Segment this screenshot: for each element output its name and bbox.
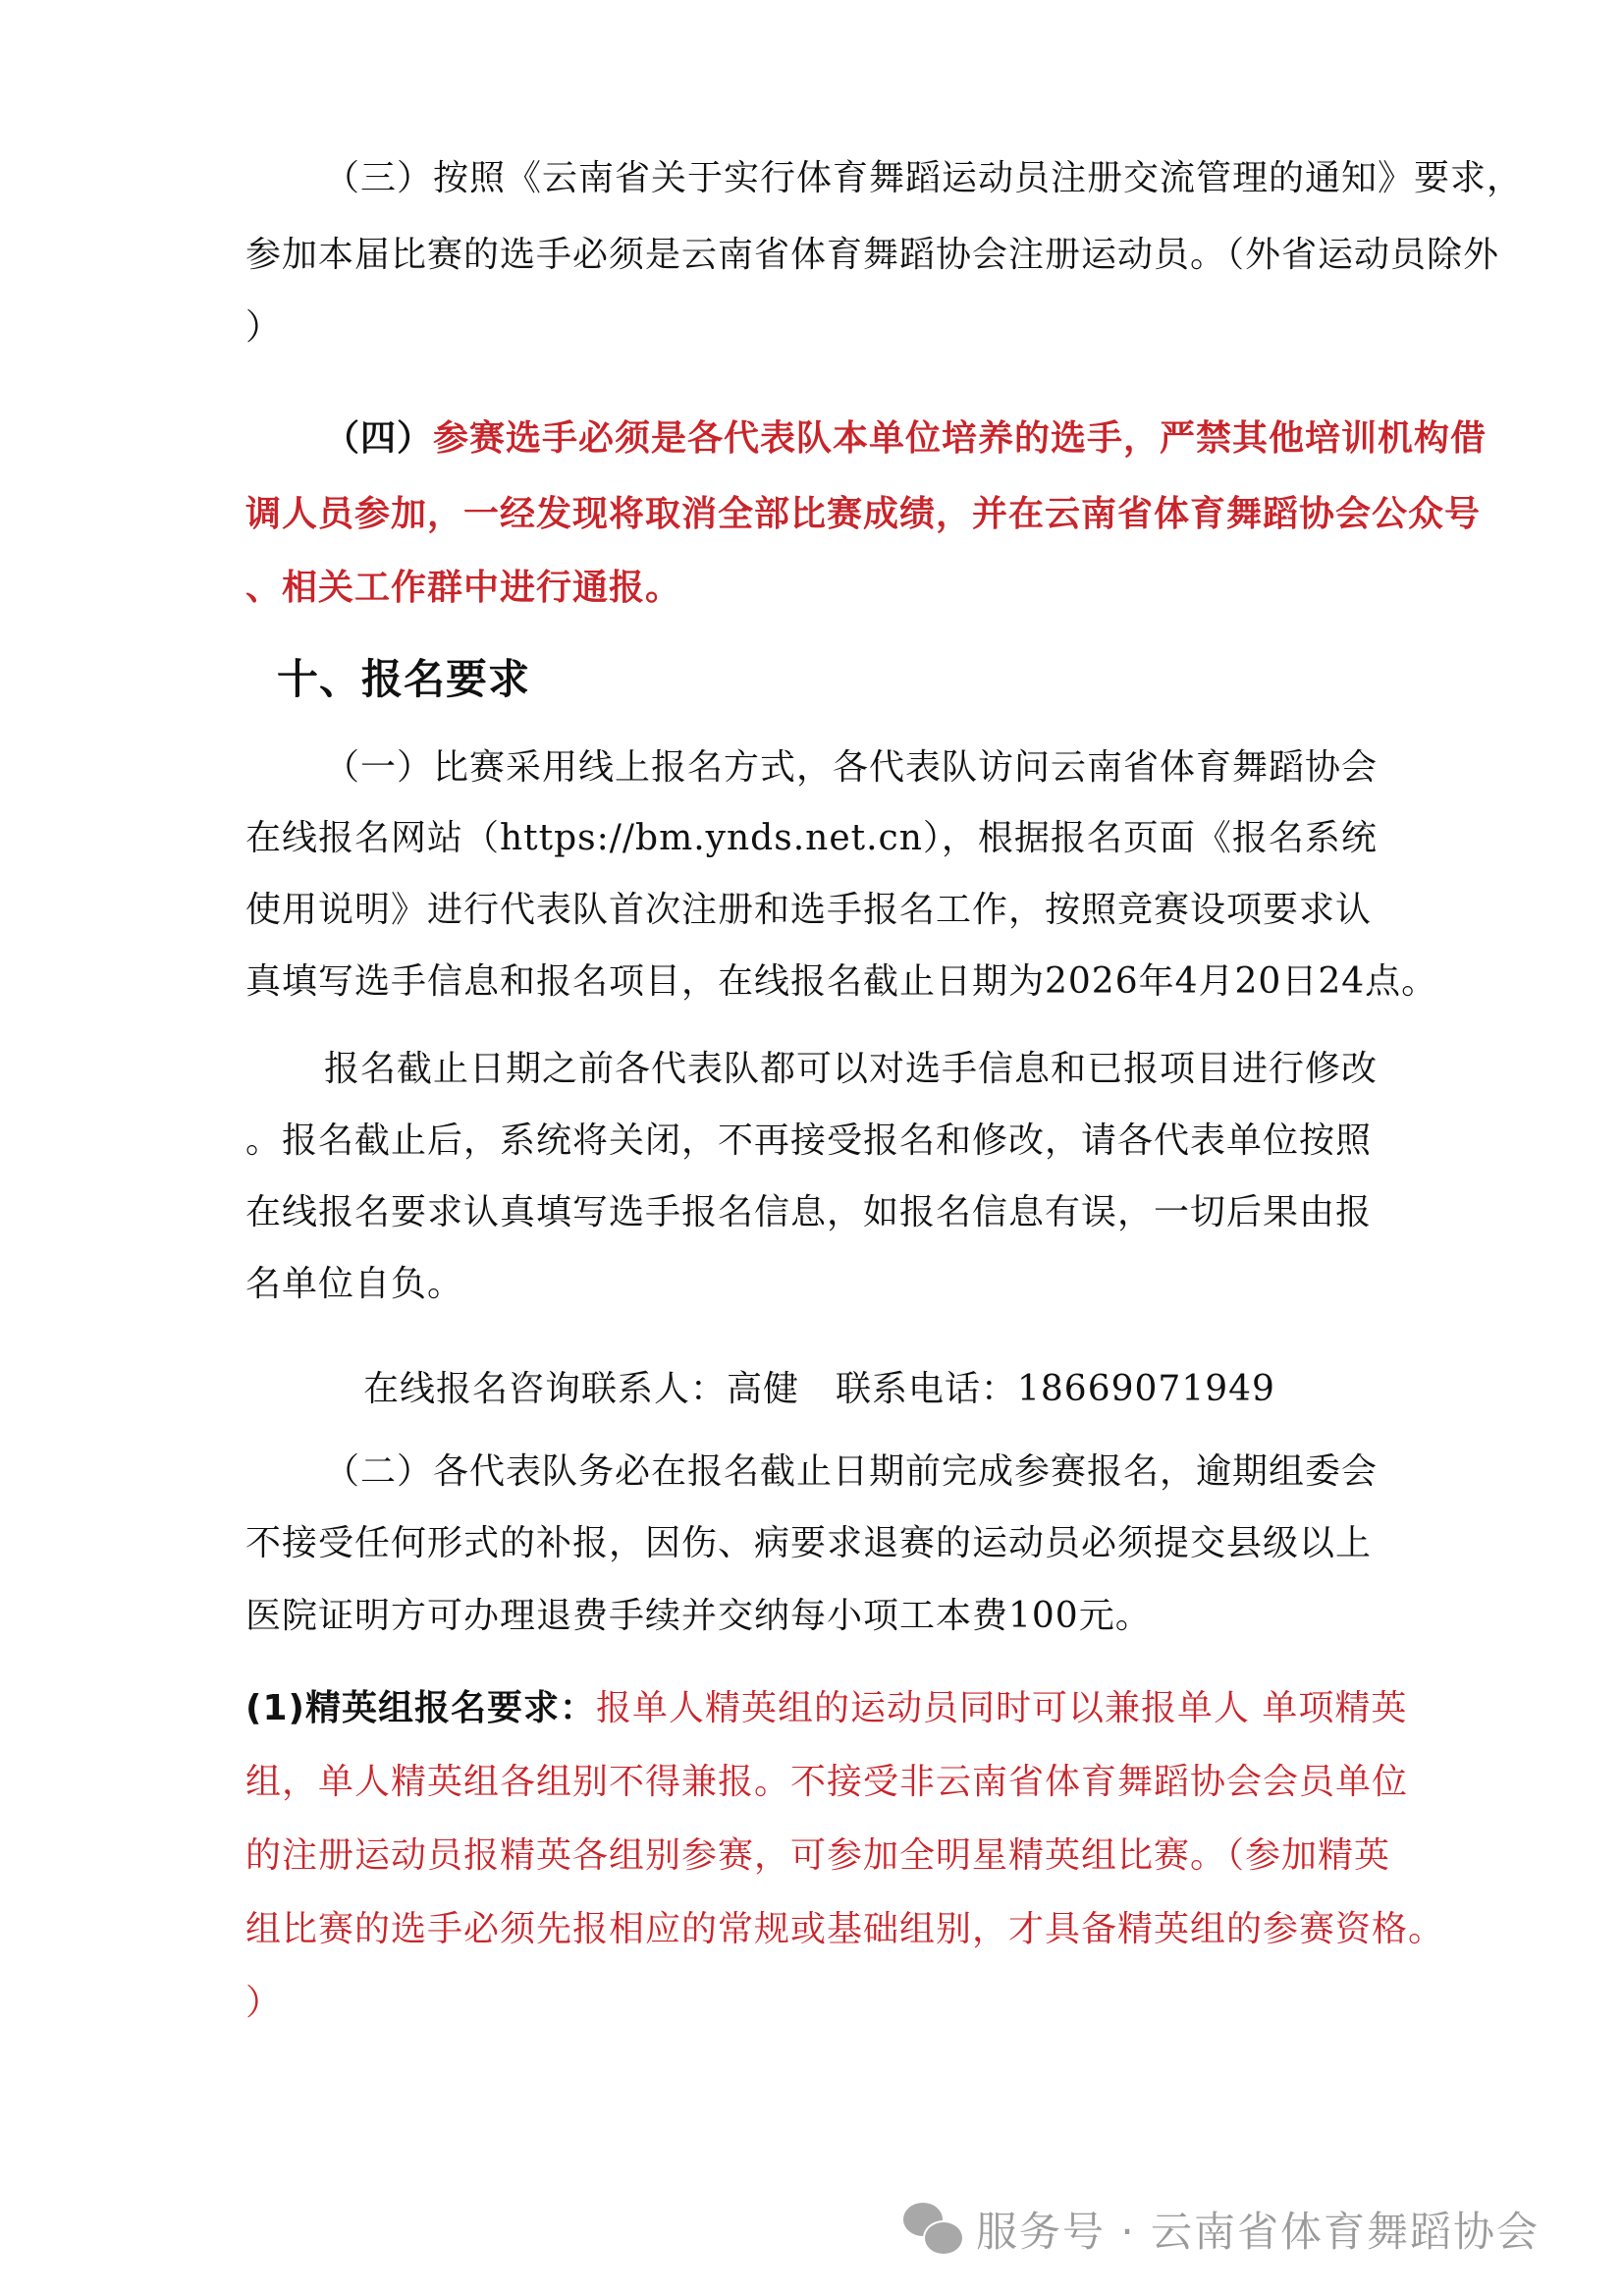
elite-line5: ） — [245, 1983, 283, 2023]
section3-line2: 参加本届比赛的选手必须是云南省体育舞蹈协会注册运动员。（外省运动员除外 — [245, 235, 1500, 275]
footer-text: 服务号 · 云南省体育舞蹈协会 — [976, 2208, 1541, 2256]
item2-line3: 医院证明方可办理退费手续并交纳每小项工本费100元。 — [245, 1596, 1152, 1636]
item1-line3: 使用说明》进行代表队首次注册和选手报名工作，按照竞赛设项要求认 — [245, 890, 1373, 930]
footer-watermark — [903, 2200, 1540, 2259]
deadline-line2: 。报名截止后，系统将关闭，不再接受报名和修改，请各代表单位按照 — [245, 1121, 1373, 1161]
section4-text: 参赛选手必须是各代表队本单位培养的选手，严禁其他培训机构借 — [433, 418, 1488, 459]
item1-line4: 真填写选手信息和报名项目，在线报名截止日期为2026年4月20日24点。 — [245, 961, 1438, 1002]
deadline-line4: 名单位自负。 — [245, 1264, 464, 1304]
section4-prefix: （四） — [324, 418, 434, 459]
section3-line1: （三）按照《云南省关于实行体育舞蹈运动员注册交流管理的通知》要求， — [324, 158, 1524, 198]
section4-line2: 调人员参加，一经发现将取消全部比赛成绩，并在云南省体育舞蹈协会公众号 — [245, 494, 1482, 534]
wechat-icon — [903, 2203, 962, 2256]
item2-line1: （二）各代表队务必在报名截止日期前完成参赛报名，逾期组委会 — [324, 1451, 1379, 1492]
section3-line3: ） — [245, 307, 283, 348]
elite-line2: 组，单人精英组各组别不得兼报。不接受非云南省体育舞蹈协会会员单位 — [245, 1762, 1409, 1802]
section4-line3: 、相关工作群中进行通报。 — [245, 568, 682, 608]
section4-line1 — [324, 417, 1487, 461]
item1-line2: 在线报名网站（https://bm.ynds.net.cn），根据报名页面《报名系统 — [245, 818, 1378, 858]
elite-text: 报单人精英组的运动员同时可以兼报单人 单项精英 — [595, 1688, 1408, 1728]
deadline-line1: 报名截止日期之前各代表队都可以对选手信息和已报项目进行修改 — [324, 1049, 1379, 1089]
elite-label: (1)精英组报名要求： — [245, 1688, 596, 1728]
item2-line2: 不接受任何形式的补报，因伤、病要求退赛的运动员必须提交县级以上 — [245, 1523, 1373, 1563]
section-heading: 十、报名要求 — [277, 655, 531, 703]
contact-line: 在线报名咨询联系人：高健 联系电话：18669071949 — [363, 1369, 1275, 1409]
elite-line3: 的注册运动员报精英各组别参赛，可参加全明星精英组比赛。（参加精英 — [245, 1835, 1391, 1876]
elite-line4: 组比赛的选手必须先报相应的常规或基础组别，才具备精英组的参赛资格。 — [245, 1909, 1445, 1949]
item1-line1: （一）比赛采用线上报名方式，各代表队访问云南省体育舞蹈协会 — [324, 747, 1379, 788]
deadline-line3: 在线报名要求认真填写选手报名信息，如报名信息有误，一切后果由报 — [245, 1192, 1373, 1232]
elite-line1 — [245, 1687, 1407, 1730]
